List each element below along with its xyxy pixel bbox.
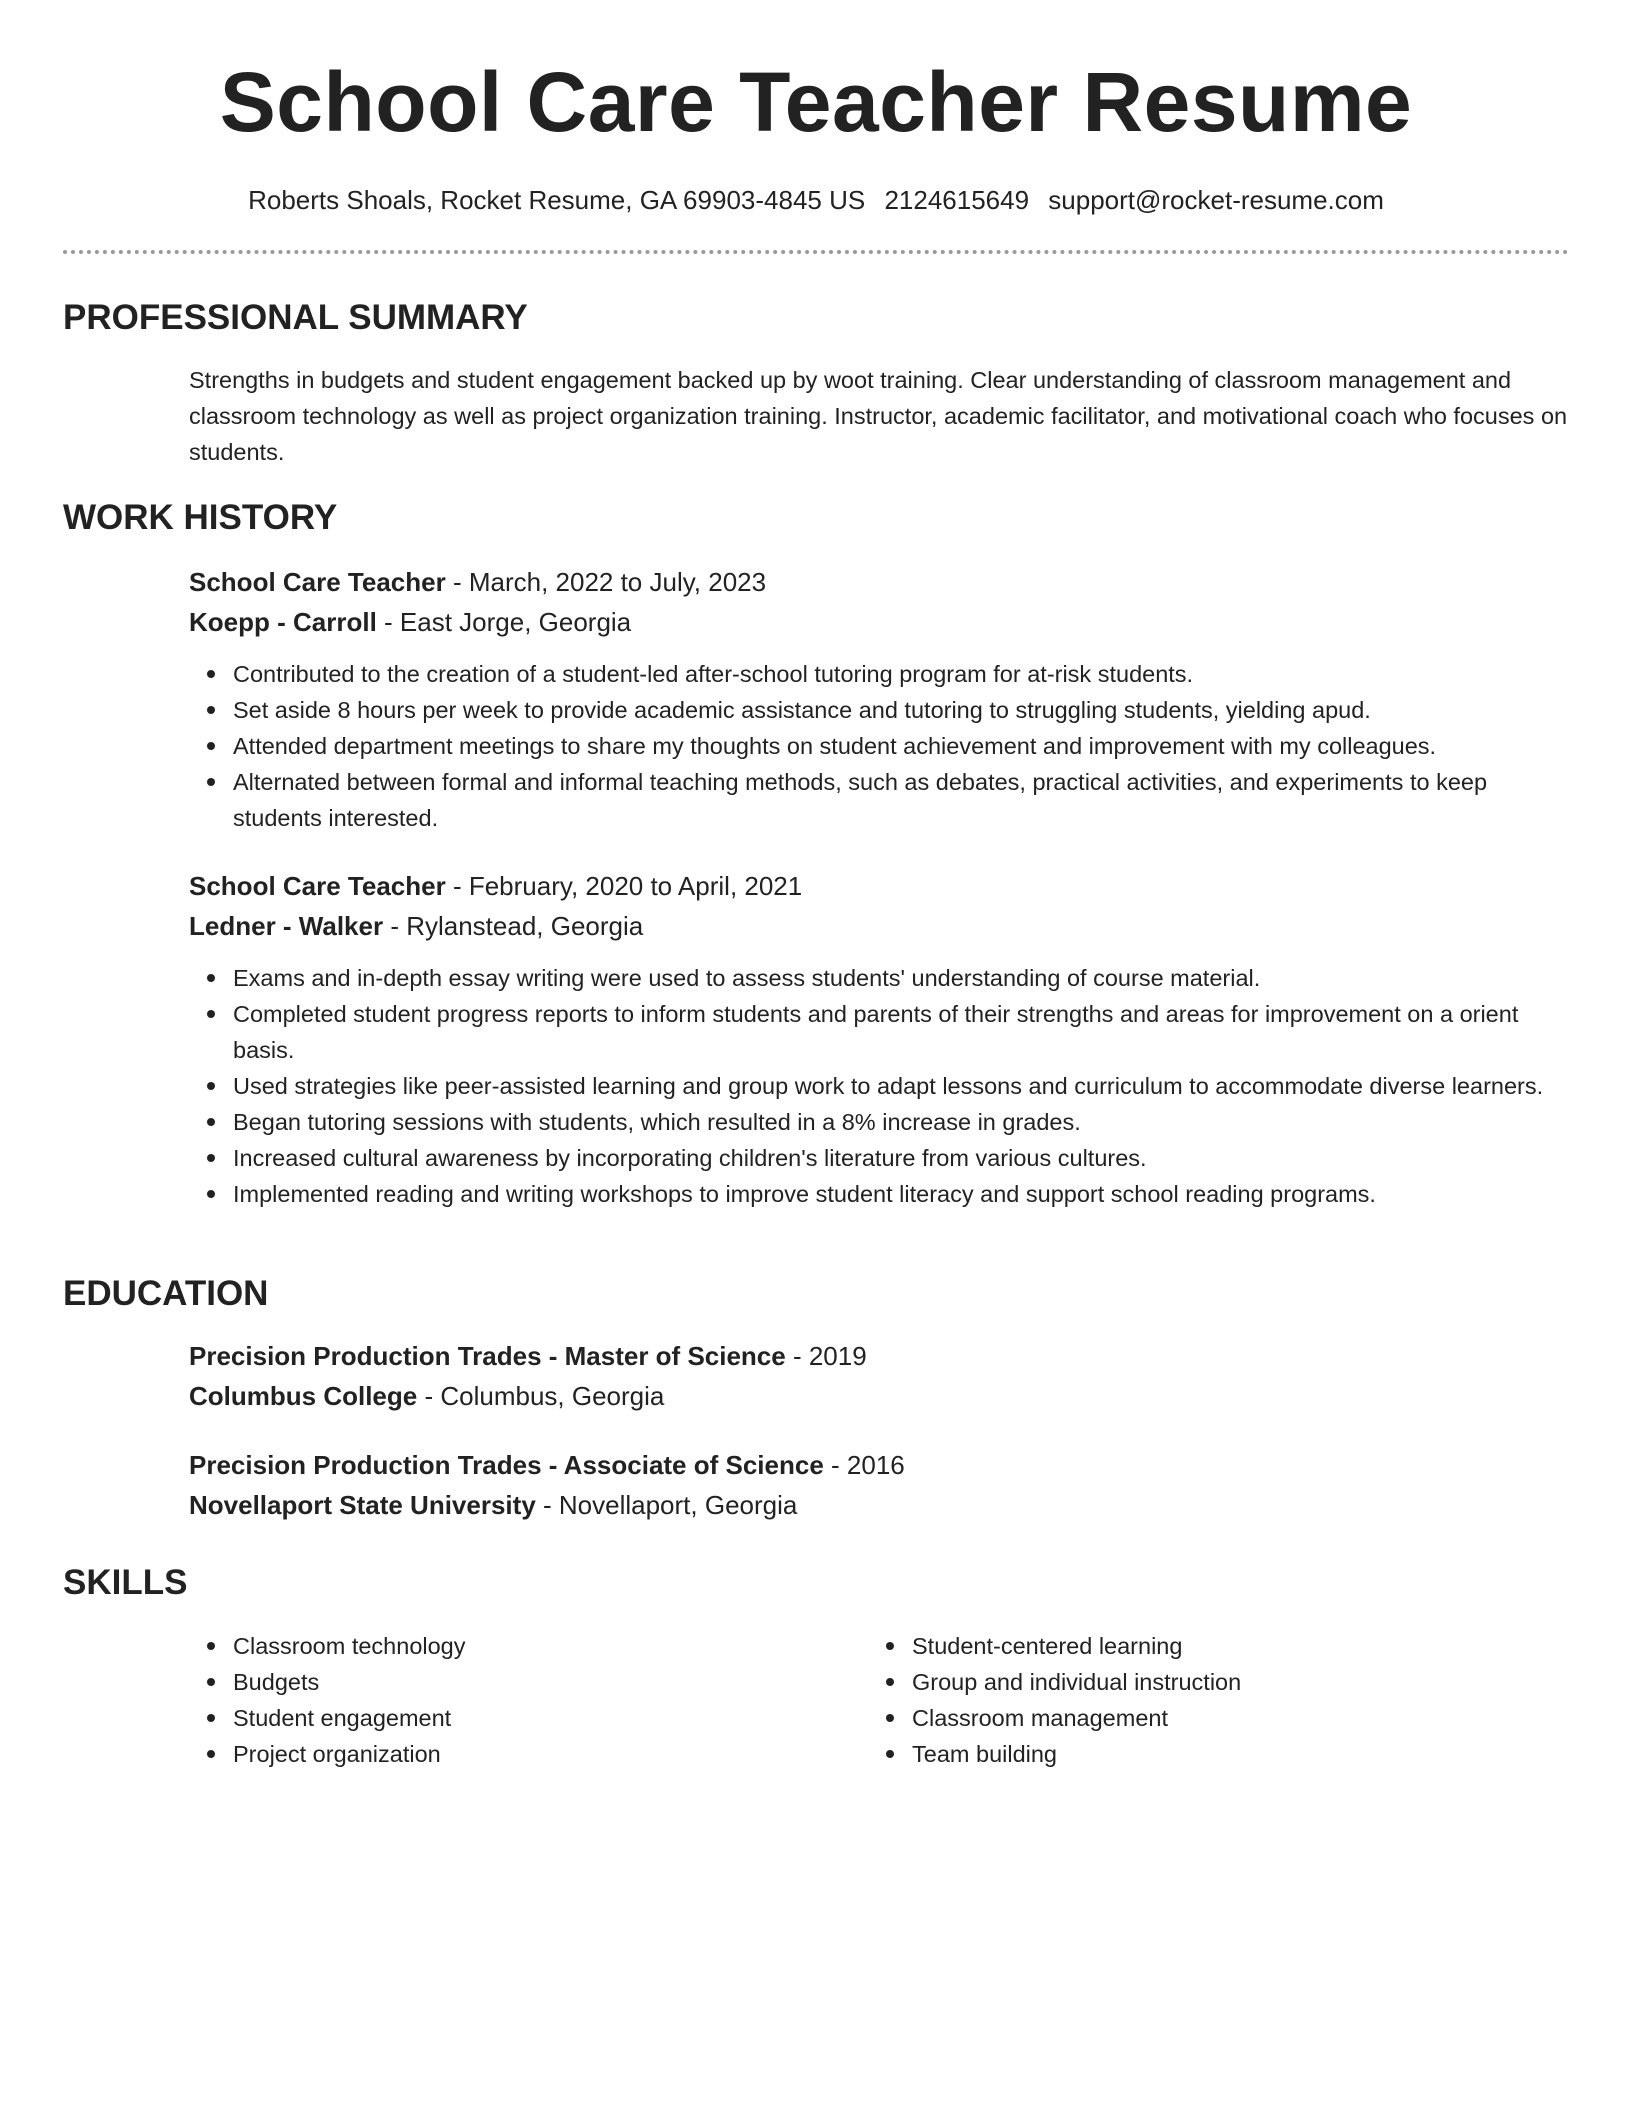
job-location: - Rylanstead, Georgia (383, 911, 644, 941)
header-divider (63, 250, 1569, 254)
job-dates: - March, 2022 to July, 2023 (445, 567, 767, 597)
skill-item: Classroom technology (233, 1628, 829, 1664)
job-bullet: Contributed to the creation of a student-led after-school tutoring program for at-risk students. (233, 656, 1569, 692)
degree-name: Precision Production Trades - Associate of Science (189, 1450, 824, 1480)
skill-item: Classroom management (912, 1700, 1508, 1736)
skills-heading: SKILLS (63, 1563, 188, 1602)
skills-column-left (189, 1628, 829, 1772)
job-bullet: Used strategies like peer-assisted learning and group work to adapt lessons and curriculum to accommodate diverse learners. (233, 1068, 1569, 1104)
skills-list (868, 1628, 1508, 1772)
education-entry (189, 1445, 1569, 1525)
skill-item: Team building (912, 1736, 1508, 1772)
resume-title: School Care Teacher Resume (219, 55, 1413, 149)
job-bullet-list (189, 960, 1569, 1212)
contact-address: Roberts Shoals, Rocket Resume, GA 69903-4845 US (248, 185, 866, 215)
degree-name: Precision Production Trades - Master of Science (189, 1341, 786, 1371)
education-heading: EDUCATION (63, 1274, 269, 1313)
school-line (189, 1485, 1569, 1525)
job-company: Koepp - Carroll (189, 607, 377, 637)
degree-line (189, 1336, 1569, 1376)
job-bullet: Set aside 8 hours per week to provide academic assistance and tutoring to struggling students, yielding apud. (233, 692, 1569, 728)
job-title-line (189, 866, 1569, 906)
school-name: Columbus College (189, 1381, 418, 1411)
contact-line (0, 182, 1632, 218)
skills-column-right (868, 1628, 1508, 1772)
job-entry (189, 562, 1569, 836)
job-bullet: Implemented reading and writing workshops to improve student literacy and support school reading programs. (233, 1176, 1569, 1212)
school-location: - Columbus, Georgia (417, 1381, 665, 1411)
job-bullet: Began tutoring sessions with students, which resulted in a 8% increase in grades. (233, 1104, 1569, 1140)
job-bullet: Increased cultural awareness by incorporating children's literature from various cultures. (233, 1140, 1569, 1176)
education-entry (189, 1336, 1569, 1416)
job-company: Ledner - Walker (189, 911, 384, 941)
job-location: - East Jorge, Georgia (376, 607, 632, 637)
school-location: - Novellaport, Georgia (535, 1490, 798, 1520)
job-entry (189, 866, 1569, 1212)
job-bullet: Attended department meetings to share my thoughts on student achievement and improvement with my colleagues. (233, 728, 1569, 764)
job-bullet: Completed student progress reports to inform students and parents of their strengths and areas for improvement on a orient basis. (233, 996, 1569, 1068)
school-name: Novellaport State University (189, 1490, 536, 1520)
job-bullet: Exams and in-depth essay writing were used to assess students' understanding of course material. (233, 960, 1569, 996)
degree-year: - 2019 (785, 1341, 867, 1371)
skill-item: Project organization (233, 1736, 829, 1772)
skills-list (189, 1628, 829, 1772)
job-bullet: Alternated between formal and informal teaching methods, such as debates, practical activities, and experiments to keep students interested. (233, 764, 1569, 836)
job-company-line (189, 906, 1569, 946)
job-title-line (189, 562, 1569, 602)
job-bullet-list (189, 656, 1569, 836)
job-title: School Care Teacher (189, 871, 446, 901)
summary-heading: PROFESSIONAL SUMMARY (63, 298, 528, 337)
job-title: School Care Teacher (189, 567, 446, 597)
degree-year: - 2016 (823, 1450, 905, 1480)
summary-text: Strengths in budgets and student engagement backed up by woot training. Clear understanding of classroom management and classroom technology as well as project organization training. Instructor, academic facilitator, and motivational coach who focuses on students. (189, 367, 1568, 465)
job-dates: - February, 2020 to April, 2021 (445, 871, 803, 901)
skill-item: Budgets (233, 1664, 829, 1700)
job-company-line (189, 602, 1569, 642)
skill-item: Group and individual instruction (912, 1664, 1508, 1700)
work-history-heading: WORK HISTORY (63, 498, 338, 537)
school-line (189, 1376, 1569, 1416)
skill-item: Student engagement (233, 1700, 829, 1736)
degree-line (189, 1445, 1569, 1485)
skill-item: Student-centered learning (912, 1628, 1508, 1664)
contact-email: support@rocket-resume.com (1048, 185, 1384, 215)
contact-phone: 2124615649 (884, 185, 1030, 215)
